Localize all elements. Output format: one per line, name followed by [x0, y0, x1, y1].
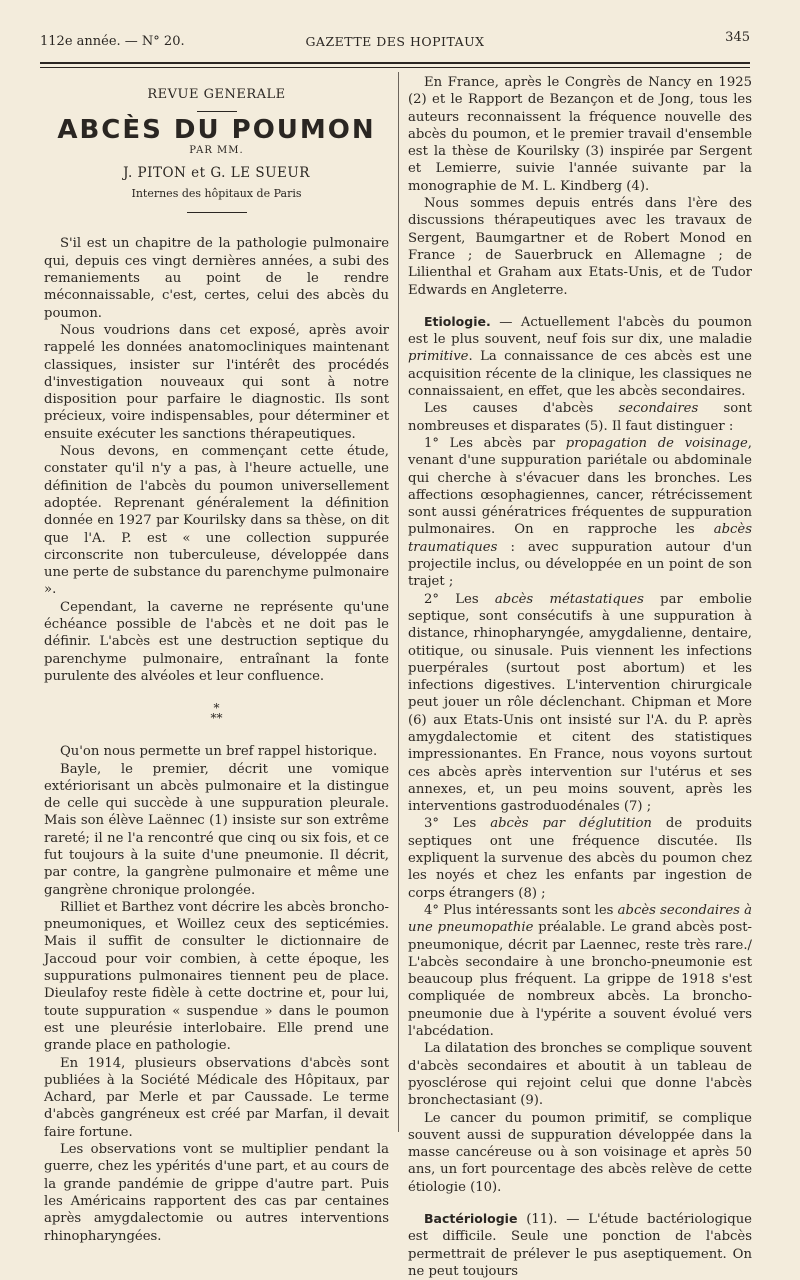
paragraph: Nous devons, en commençant cette étude, constater qu'il n'y a pas, à l'heure actuelle, une définition de l'abcès du poumon universellement adoptée. Reprenant généralement la définition donnée en 1927 par Kourilsky dans sa thèse, on dit que l'A. P. est « une collection suppurée circonscrite non tuberculeuse, développée dans une perte de substance du parenchyme pulmonaire ». — [44, 444, 389, 598]
article-title: ABCÈS DU POUMON — [57, 115, 376, 146]
right-column — [408, 74, 752, 1280]
paragraph: Qu'on nous permette un bref rappel historique. — [60, 744, 378, 760]
paragraph: Les causes d'abcès secondaires sont nombreuses et disparates (5). Il faut distinguer : — [408, 401, 752, 434]
list-item: 3° Les abcès par déglutition de produits septiques ont une fréquence discutée. Ils expliquent la survenue des abcès du poumon chez les noyés et chez les enfants par ingestion de corps étrangers (8) ; — [408, 816, 752, 901]
paragraph: Nous voudrions dans cet exposé, après avoir rappelé les données anatomocliniques maintenant classiques, insister sur l'intérêt des procédés d'investigation nouveaux qui sont à notre disposition pour parfaire le diagnostic. Ils sont précieux, voire indispensables, pour déterminer et ensuite exécuter les sanctions thérapeutiques. — [44, 322, 389, 442]
running-header — [40, 30, 750, 54]
paragraph: S'il est un chapitre de la pathologie pulmonaire qui, depuis ces vingt dernières années, a subi des remaniements au point de le rendre méconnaissable, c'est, certes, celui des abcès du poumon. — [44, 236, 389, 321]
paragraph-etiologie: Etiologie. — Actuellement l'abcès du poumon est le plus souvent, neuf fois sur dix, une maladie primitive. La connaissance de ces abcès est une acquisition récente de la clinique, les classiques ne connaissaient, en effet, que les abcès secondaires. — [408, 313, 752, 400]
list-item: 2° Les abcès métastatiques par embolie septique, sont consécutifs à une suppuration à distance, rhinopharyngée, amygdalienne, dentaire, otitique, ou sinusale. Puis viennent les infections puerpérales (surtout post abortum) et les infections digestives. L'intervention chirurgicale peut jouer un rôle déclenchant. Chipman et More (6) aux Etats-Unis ont insisté sur l'A. du P. après amygdalectomie et citent des statistiques impressionantes. En France, nous voyons surtout ces abcès après intervention sur l'utérus et ses annexes, et, un peu moins souvent, après les interventions gastroduodénales (7) ; — [408, 591, 752, 815]
paragraph: La dilatation des bronches se complique souvent d'abcès secondaires et aboutit à un tableau de pyosclérose qui rejoint celui que donne l'abcès bronchectasiant (9). — [408, 1041, 752, 1109]
issue-number: 112e année. — N° 20. — [40, 34, 185, 49]
paragraph: En 1914, plusieurs observations d'abcès sont publiées à la Société Médicale des Hôpitaux, par Achard, par Merle et par Caussade. Le terme d'abcès gangréneux est créé par Marfan, il devait faire fortune. — [44, 1055, 389, 1140]
paragraph: Bayle, le premier, décrit une vomique extériorisant un abcès pulmonaire et la distingue de celle qui succède à une suppuration pleurale. Mais son élève Laënnec (1) insiste sur son extrême rareté; il ne l'a rencontré que cinq ou six fois, et ce fut toujours à la suite d'une pneumonie. Il décrit, par contre, la gangrène pulmonaire et même une gangrène chronique prolongée. — [44, 761, 389, 898]
left-column — [44, 74, 389, 1245]
column-divider — [398, 72, 399, 1132]
paragraph: Le cancer du poumon primitif, se complique souvent aussi de suppuration développée dans la masse cancéreuse ou à son voisinage et après 50 ans, un fort pourcentage des abcès relève de cette étiologie (10). — [408, 1110, 752, 1195]
paragraph: Nous sommes depuis entrés dans l'ère des discussions thérapeutiques avec les travaux de Sergent, Baumgartner et de Robert Monod en France ; de Sauerbruck en Allemagne ; de Lilienthal et Graham aux Etats-Unis, et de Tudor Edwards en Angleterre. — [408, 196, 752, 298]
paragraph: En France, après le Congrès de Nancy en 1925 (2) et le Rapport de Bezançon et de Jong, tous les auteurs reconnaissent la fréquence nouvelle des abcès du poumon, et le premier travail d'ensemble est la thèse de Kourilsky (3) inspirée par Sergent et Lemierre, suivie l'année suivante par la monographie de M. L. Kindberg (4). — [408, 75, 752, 194]
header-rule-thin — [40, 67, 750, 68]
paragraph-bacteriologie: Bactériologie (11). — L'étude bactériologique est difficile. Seule une ponction de l'abcès permettrait de prélever le pus aseptiquement. On ne peut toujours — [408, 1211, 752, 1279]
subheading-etiologie: Etiologie. — [424, 313, 491, 329]
header-rule-thick — [40, 62, 750, 64]
list-item: 1° Les abcès par propagation de voisinage, venant d'une suppuration pariétale ou abdominale qui cherche à s'évacuer dans les bronches. Les affections œsophagiennes, cancer, rétrécissement sont aussi génératrices fréquentes de suppuration pulmonaires. On en rapproche les abcès traumatiques : avec suppuration autour d'un projectile inclus, ou développée en un point de son trajet ; — [408, 435, 752, 590]
title-rule — [197, 111, 237, 112]
byline-rule — [187, 212, 247, 213]
section-title: REVUE GENERALE — [147, 87, 286, 102]
section-separator: * ** — [210, 701, 223, 726]
list-item: 4° Plus intéressants sont les abcès secondaires à une pneumopathie préalable. Le grand abcès post-pneumonique, décrit par Laennec, reste très rare./ L'abcès secondaire à une broncho-pneumonie est beaucoup plus fréquent. La grippe de 1918 s'est compliquée de nombreux abcès. La broncho-pneumonie due à l'ypérite a souvent évolué vers l'abcédation. — [408, 902, 753, 1040]
byline-prefix: PAR MM. — [189, 144, 244, 156]
paragraph: Cependant, la caverne ne représente qu'une échéance possible de l'abcès et ne doit pas le définir. L'abcès est une destruction septique du parenchyme pulmonaire, entraînant la fonte purulente des alvéoles et leur confluence. — [44, 599, 389, 684]
paragraph: Les observations vont se multiplier pendant la guerre, chez les ypérités d'une part, et au cours de la grande pandémie de grippe d'autre part. Puis les Américains rapportent des cas par centaines après amygdalectomie ou autres interventions rhinopharyngées. — [44, 1142, 389, 1244]
affiliation: Internes des hôpitaux de Paris — [131, 187, 302, 201]
journal-name: GAZETTE DES HOPITAUX — [305, 34, 485, 49]
page-number: 345 — [725, 30, 750, 45]
authors: J. PITON et G. LE SUEUR — [123, 164, 310, 181]
subheading-bacteriologie: Bactériologie — [424, 1211, 518, 1226]
paragraph: Rilliet et Barthez vont décrire les abcès broncho-pneumoniques, et Woillez ceux des septicémies. Mais il suffit de consulter le dictionnaire de Jaccoud pour voir combien, à cette époque, les suppurations pulmonaires tiennent peu de place. Dieulafoy reste fidèle à cette doctrine et, pour lui, toute suppuration « suspendue » dans le poumon est une pleurésie interlobaire. Elle prend une grande place en pathologie. — [44, 899, 389, 1054]
